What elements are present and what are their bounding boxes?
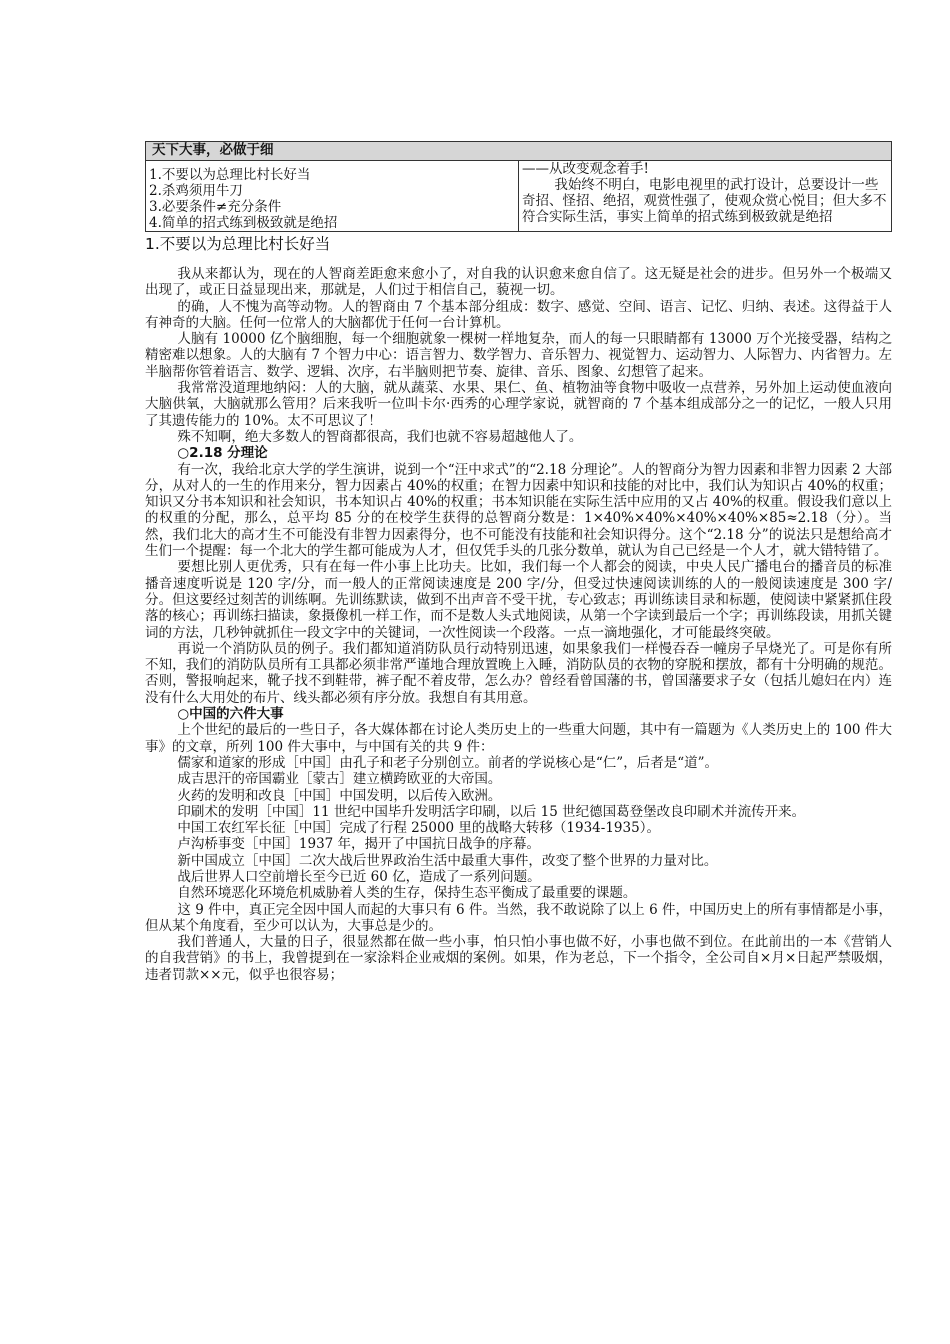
paragraph: 火药的发明和改良［中国］中国发明，以后传入欧洲。 xyxy=(177,787,502,804)
table-right-cell xyxy=(519,161,892,232)
paragraph: 再说一个消防队员的例子。我们都知道消防队员行动特别迅速，如果象我们一样慢吞吞一幢房子早烧光了。可是你有所不知，我们的消防队员所有工具都必须非常严谨地合理放置晚上入睡，消防队员的衣物的穿脱和摆放，都有十分明确的规范。否则，警报响起来，靴子找不到鞋带，裤子配不着皮带，怎么办？曾经看曾国藩的书，曾国藩要求子女（包括儿媳妇在内）连没有什么大用处的布片、线头都必须有序分放。我想自有其用意。 xyxy=(145,640,892,706)
paragraph: 有一次，我给北京大学的学生演讲，说到一个“汪中求式”的“2.18 分理论”。人的智商分为智力因素和非智力因素 2 大部分，从对人的一生的作用来分，智力因素占 40%的权重；在智力因素中知识和技能的对比中，我们认为知识占 40%的权重；知识又分书本知识和社会知识，书本知识占 40%的权重；书本知识能在实际生活中应用的又占 40%的权重。假设我们意以上的权重的分配，那么，总平均 85 分的在校学生获得的总智商分数是：1×40%×40%×40%×40%×85≈2.18（分）。当然，我们北大的高才生不可能没有非智力因素得分，也不可能没有技能和社会知识得分。这个“2.18 分”的说法只是想给高才生们一个提醒：每一个北大的学生都可能成为人才，但仅凭手头的几张分数单，就认为自己已经是一个人才，就大错特错了。 xyxy=(145,461,892,560)
summary-table xyxy=(145,141,892,232)
list-item: 2.杀鸡须用牛刀 xyxy=(149,183,243,199)
subtitle-line: ——从改变观念着手! xyxy=(522,161,649,177)
paragraph: 儒家和道家的形成［中国］由孔子和老子分别创立。前者的学说核心是“仁”，后者是“道”。 xyxy=(177,754,718,771)
table-left-cell xyxy=(146,161,519,232)
paragraph: 成吉思汗的帝国霸业［蒙古］建立横跨欧亚的大帝国。 xyxy=(177,771,502,788)
paragraph: 人脑有 10000 亿个脑细胞，每一个细胞就象一棵树一样地复杂，而人的每一只眼睛都有 13000 万个光接受器，结构之精密难以想象。人的大脑有 7 个智力中心：语言智力、数学智力、音乐智力、视觉智力、运动智力、人际智力、内省智力。左半脑帮你管着语言、数学、逻辑、次序，右半脑则把节奏、旋律、音乐、图象、幻想管了起来。 xyxy=(145,331,892,380)
subheading: ○2.18 分理论 xyxy=(177,445,268,462)
list-item: 4.简单的招式练到极致就是绝招 xyxy=(149,215,338,231)
body-text xyxy=(145,266,892,983)
section-title: 1.不要以为总理比村长好当 xyxy=(145,235,331,253)
document-page xyxy=(145,141,892,983)
paragraph: 我们普通人，大量的日子，很显然都在做一些小事，怕只怕小事也做不好，小事也做不到位。在此前出的一本《营销人的自我营销》的书上，我曾提到在一家涂料企业戒烟的案例。如果，作为老总，下一个指令，全公司自×月×日起严禁吸烟，违者罚款××元，似乎也很容易； xyxy=(145,934,892,983)
paragraph: 我常常没道理地纳闷：人的大脑，就从蔬菜、水果、果仁、鱼、植物油等食物中吸收一点营养，另外加上运动使血液向大脑供氧，大脑就那么管用？后来我听一位叫卡尔·西秀的心理学家说，就智商的 7 个基本组成部分之一的记忆，一般人只用了其遗传能力的 10%。太不可思议了！ xyxy=(145,380,892,429)
paragraph: 要想比别人更优秀，只有在每一件小事上比功夫。比如，我们每一个人都会的阅读，中央人民广播电台的播音员的标准播音速度听说是 120 字/分，而一般人的正常阅读速度是 200 字/分，但受过快速阅读训练的人的一般阅读速度是 300 字/分。但这要经过刻苦的训练啊。先训练默读，做到不出声音不受干扰，专心致志；再训练读目录和标题，使阅读中紧紧抓住段落的核心；再训练扫描读，象摄像机一样工作，而不是数人头式地阅读，从第一个字读到最后一个字；再训练段读，用抓关键词的方法，几秒钟就抓住一段文字中的关键词，一次性阅读一个段落。一点一滴地强化，才可能最终突破。 xyxy=(145,559,892,641)
paragraph: 战后世界人口空前增长至今已近 60 亿，造成了一系列问题。 xyxy=(177,868,541,885)
paragraph: 中国工农红军长征［中国］完成了行程 25000 里的战略大转移（1934-1935）。 xyxy=(177,820,660,837)
table-header: 天下大事，必做于细 xyxy=(146,142,892,161)
paragraph: 自然环境恶化环境危机威胁着人类的生存，保持生态平衡成了最重要的课题。 xyxy=(177,885,637,902)
paragraph: 新中国成立［中国］二次大战后世界政治生活中最重大事件，改变了整个世界的力量对比。 xyxy=(177,852,718,869)
paragraph: 我从来都认为，现在的人智商差距愈来愈小了，对自我的认识愈来愈自信了。这无疑是社会的进步。但另外一个极端又出现了，或正日益显现出来，那就是，人们过于相信自己，藐视一切。 xyxy=(145,266,892,299)
intro-paragraph: 我始终不明白，电影电视里的武打设计，总要设计一些奇招、怪招、绝招，观赏性强了，使观众赏心悦目；但大多不符合实际生活，事实上简单的招式练到极致就是绝招 xyxy=(522,177,887,225)
list-item: 1.不要以为总理比村长好当 xyxy=(149,167,311,183)
paragraph: 这 9 件中，真正完全因中国人而起的大事只有 6 件。当然，我不敢说除了以上 6 件，中国历史上的所有事情都是小事，但从某个角度看，至少可以认为，大事总是少的。 xyxy=(145,901,892,934)
paragraph: 印刷术的发明［中国］11 世纪中国毕升发明活字印刷，以后 15 世纪德国葛登堡改良印刷术并流传开来。 xyxy=(177,803,806,820)
paragraph: 卢沟桥事变［中国］1937 年，揭开了中国抗日战争的序幕。 xyxy=(177,836,541,853)
list-item: 3.必要条件≠充分条件 xyxy=(149,199,282,215)
paragraph: 的确，人不愧为高等动物。人的智商由 7 个基本部分组成：数字、感觉、空间、语言、记忆、归纳、表述。这得益于人有神奇的大脑。任何一位常人的大脑都优于任何一台计算机。 xyxy=(145,298,892,331)
paragraph: 上个世纪的最后的一些日子，各大媒体都在讨论人类历史上的一些重大问题，其中有一篇题为《人类历史上的 100 件大事》的文章，所列 100 件大事中，与中国有关的共 9 件： xyxy=(145,722,892,755)
paragraph: 殊不知啊，绝大多数人的智商都很高，我们也就不容易超越他人了。 xyxy=(177,428,583,445)
subheading: ○中国的六件大事 xyxy=(177,706,284,723)
